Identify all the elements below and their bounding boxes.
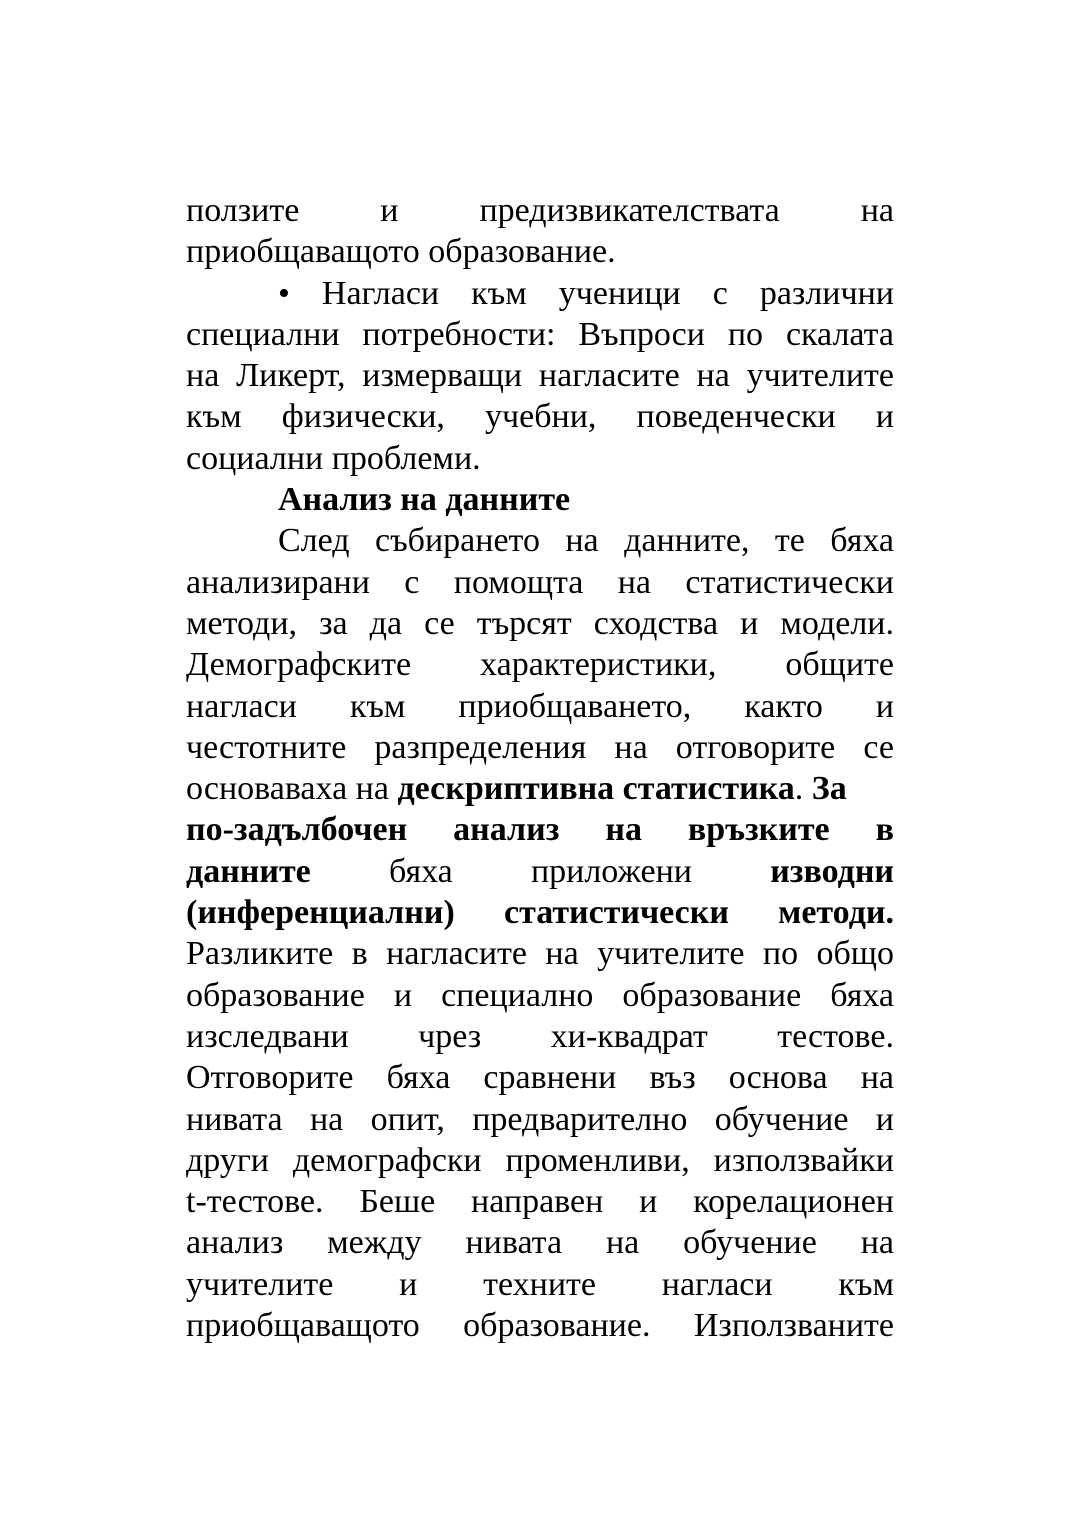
text-segment: учителите и техните нагласи към — [186, 1265, 894, 1303]
text-line — [186, 1140, 894, 1181]
text-segment: ползите и предизвикателствата на — [186, 192, 894, 229]
text-segment: анализ между нивата на обучение на — [186, 1224, 894, 1262]
text-line — [186, 768, 894, 809]
text-segment: Нагласи към ученици с различни — [289, 274, 894, 312]
bullet-icon: • — [278, 274, 290, 312]
text-segment: бяха приложени — [310, 852, 771, 890]
text-line — [186, 190, 894, 231]
text-segment: Отговорите бяха сравнени въз основа на — [186, 1059, 894, 1097]
text-line — [186, 396, 894, 437]
text-segment: образование и специално образование бяха — [186, 976, 894, 1014]
text-line — [186, 1099, 894, 1140]
text-line — [186, 975, 894, 1016]
text-line — [186, 644, 894, 685]
text-segment: изследвани чрез хи-квадрат тестове. — [186, 1017, 894, 1055]
text-line — [186, 231, 894, 272]
text-segment-bold: по-задълбочен анализ на връзките в — [186, 811, 894, 849]
text-segment: методи, за да се търсят сходства и модели. — [186, 604, 894, 642]
text-line — [186, 933, 894, 974]
text-line — [186, 438, 894, 479]
text-segment: t-тестове. Беше направен и корелационен — [186, 1183, 894, 1221]
text-segment: Демографските характеристики, общите — [186, 646, 894, 684]
text-line — [186, 1016, 894, 1057]
text-line — [186, 520, 894, 561]
text-segment: специални потребности: Въпроси по скалата — [186, 315, 894, 353]
bullet-line — [186, 273, 894, 314]
text-segment: нагласи към приобщаването, както и — [186, 687, 894, 725]
text-segment: към физически, учебни, поведенчески и — [186, 398, 894, 436]
text-segment: приобщаващото образование. Използваните — [186, 1307, 894, 1345]
text-line — [186, 851, 894, 892]
text-segment: честотните разпределения на отговорите се — [186, 728, 894, 766]
document-body — [186, 190, 894, 1346]
text-line — [186, 355, 894, 396]
text-segment: на Ликерт, измерващи нагласите на учителите — [186, 357, 894, 395]
text-line — [186, 809, 894, 850]
text-line — [186, 1057, 894, 1098]
text-segment: нивата на опит, предварително обучение и — [186, 1100, 894, 1138]
text-segment: други демографски променливи, използвайки — [186, 1141, 894, 1179]
text-line — [186, 686, 894, 727]
text-line — [186, 562, 894, 603]
text-line — [186, 1305, 894, 1346]
text-line — [186, 314, 894, 355]
text-segment-bold: данните — [186, 852, 311, 890]
text-line — [186, 603, 894, 644]
text-segment: приобщаващото образование. — [186, 233, 616, 271]
text-line — [186, 727, 894, 768]
text-segment: социални проблеми. — [186, 439, 481, 477]
text-line — [186, 1264, 894, 1305]
text-segment: . — [794, 770, 812, 808]
text-segment: Разликите в нагласите на учителите по общо — [186, 935, 894, 973]
text-segment: анализирани с помощта на статистически — [186, 563, 894, 601]
text-line — [186, 892, 894, 933]
section-heading: Анализ на данните — [278, 481, 571, 519]
text-segment-bold: изводни — [770, 852, 894, 890]
text-segment: След събирането на данните, те бяха — [278, 522, 894, 560]
text-segment-bold: За — [811, 770, 847, 808]
text-line — [186, 1222, 894, 1263]
text-segment: основаваха на — [186, 770, 398, 808]
text-segment-bold: (инференциални) статистически методи. — [186, 894, 894, 932]
text-line — [186, 1181, 894, 1222]
text-segment-bold: дескриптивна статистика — [397, 770, 795, 808]
